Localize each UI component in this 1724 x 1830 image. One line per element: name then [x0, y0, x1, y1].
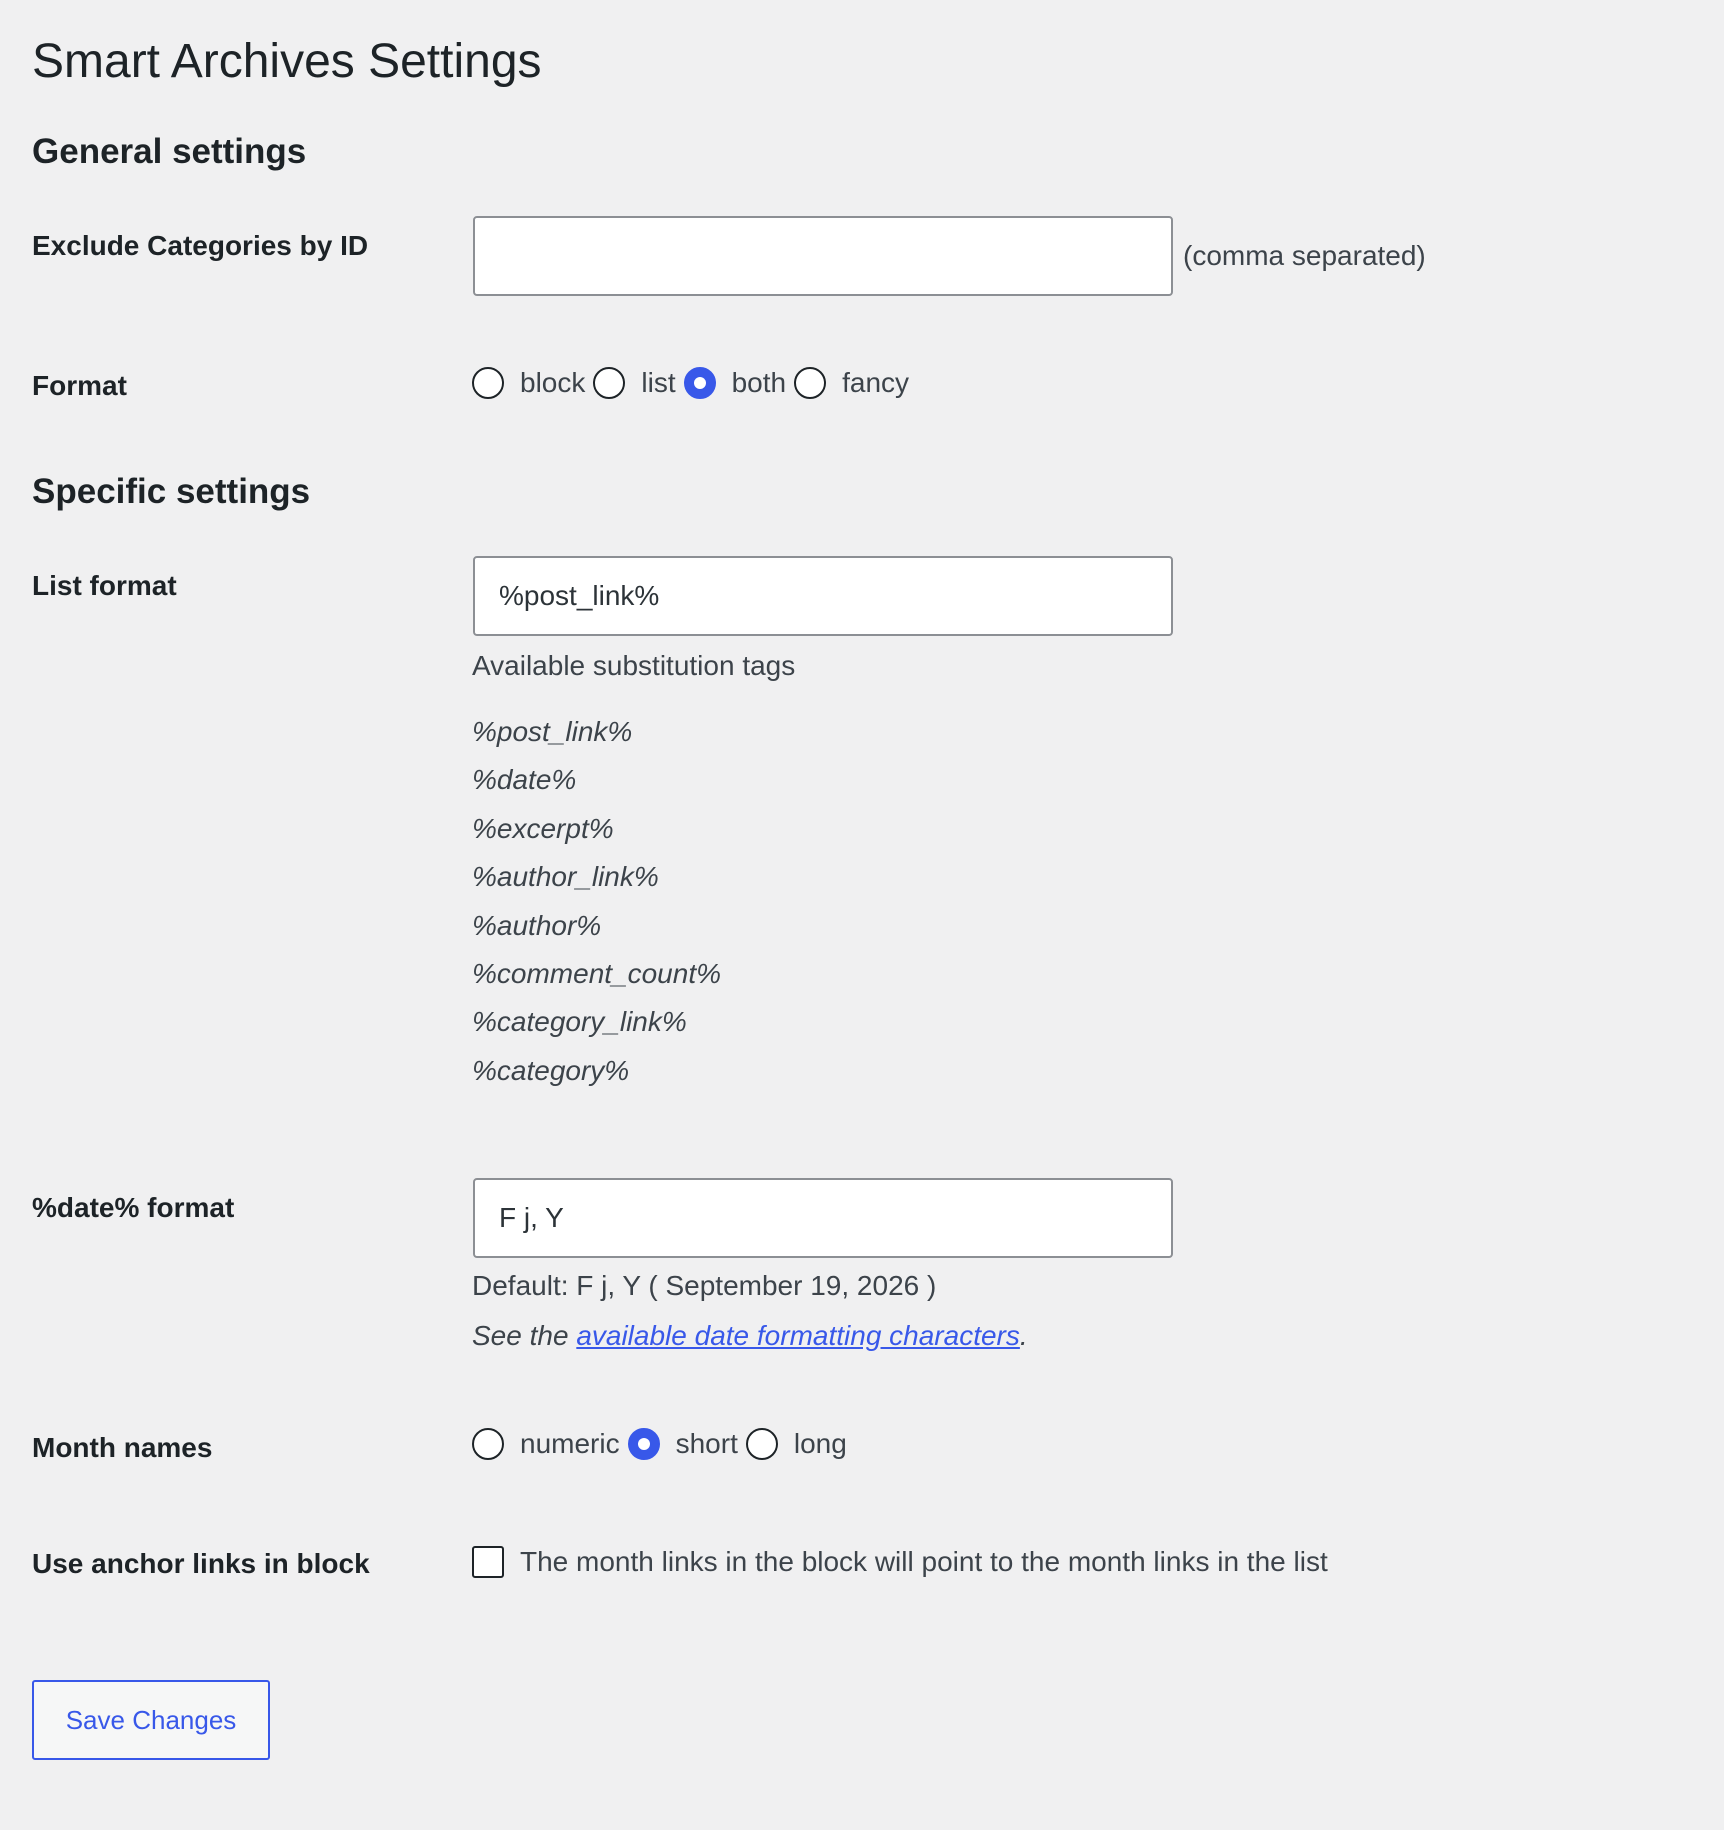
date-format-help-suffix: .: [1019, 1320, 1028, 1351]
date-format-label: %date% format: [32, 1192, 235, 1223]
substitution-tag: %excerpt%: [472, 812, 614, 844]
format-option-label: block: [520, 367, 586, 398]
month-names-option-label: short: [675, 1428, 738, 1459]
format-option-label: fancy: [842, 367, 910, 398]
month-names-option-label: long: [793, 1428, 847, 1459]
substitution-tag: %comment_count%: [472, 957, 722, 989]
month-names-radio-long[interactable]: [746, 1428, 778, 1460]
format-radio-list[interactable]: [593, 367, 625, 399]
format-radio-group: [472, 367, 917, 399]
date-format-help-prefix: See the: [472, 1320, 577, 1351]
exclude-categories-label: Exclude Categories by ID: [32, 230, 369, 261]
month-names-radio-group: [472, 1428, 855, 1460]
anchor-links-checkbox[interactable]: [472, 1546, 504, 1578]
month-names-radio-numeric[interactable]: [472, 1428, 504, 1460]
list-format-input[interactable]: [473, 556, 1173, 636]
substitution-tag: %category_link%: [472, 1006, 687, 1038]
substitution-tags-heading: Available substitution tags: [472, 650, 796, 681]
anchor-links-description: The month links in the block will point to the month links in the list: [520, 1546, 1328, 1577]
month-names-radio-short[interactable]: [628, 1428, 660, 1460]
format-label: Format: [32, 370, 127, 401]
format-radio-fancy[interactable]: [794, 367, 826, 399]
date-format-input[interactable]: [473, 1178, 1173, 1258]
substitution-tag: %date%: [472, 764, 577, 796]
anchor-links-row: [472, 1546, 1336, 1578]
page-title: Smart Archives Settings: [32, 35, 542, 88]
format-option-label: list: [641, 367, 676, 398]
exclude-categories-input[interactable]: [473, 216, 1173, 296]
format-option-label: both: [731, 367, 787, 398]
date-formatting-characters-link[interactable]: available date formatting characters: [576, 1320, 1020, 1351]
substitution-tags-list: [472, 713, 721, 1100]
list-format-label: List format: [32, 570, 177, 601]
month-names-label: Month names: [32, 1432, 213, 1463]
save-changes-button[interactable]: Save Changes: [32, 1680, 270, 1760]
general-settings-heading: General settings: [32, 132, 307, 171]
format-radio-block[interactable]: [472, 367, 504, 399]
format-radio-both[interactable]: [684, 367, 716, 399]
comma-separated-hint: (comma separated): [1183, 240, 1426, 271]
substitution-tag: %author_link%: [472, 861, 659, 893]
specific-settings-heading: Specific settings: [32, 472, 311, 511]
anchor-links-label: Use anchor links in block: [32, 1548, 370, 1579]
substitution-tag: %post_link%: [472, 716, 633, 747]
substitution-tag: %category%: [472, 1054, 630, 1086]
substitution-tag: %author%: [472, 909, 602, 941]
date-format-default-note: Default: F j, Y ( September 19, 2026 ): [472, 1270, 937, 1301]
date-format-help: [472, 1320, 1028, 1352]
month-names-option-label: numeric: [520, 1428, 620, 1459]
